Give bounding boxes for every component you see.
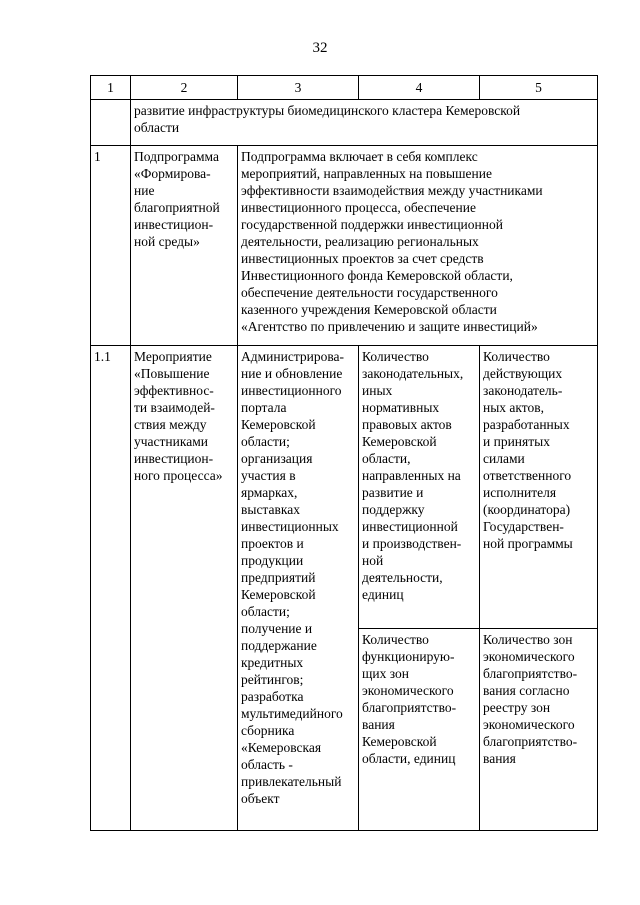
intro-text: развитие инфраструктуры биомедицинского кластера Кемеровской области [131, 100, 598, 146]
header-cell-5: 5 [480, 76, 598, 100]
program-table [90, 75, 598, 831]
method-legislative-acts: Количество действующих законодатель- ных актов, разработанных и принятых силами ответственного исполнителя (координатора) Государствен- ной программы [480, 346, 598, 629]
header-cell-1: 1 [91, 76, 131, 100]
indicator-economic-zones: Количество функционирую- щих зон экономического благоприятство- вания Кемеровской области, единиц [359, 629, 480, 831]
event-content: Администрирова- ние и обновление инвестиционного портала Кемеровской области; организация участия в ярмарках, выставках инвестиционных проектов и продукции предприятий Кемеровской области; получение и поддержание кредитных рейтингов; разработка мультимедийного сборника «Кемеровская область - привлекательный объект [238, 346, 359, 831]
table-row-event-1-1-a [91, 346, 598, 629]
indicator-legislative-acts: Количество законодательных, иных нормативных правовых актов Кемеровской области, направленных на развитие и поддержку инвестиционной и производствен- ной деятельности, единиц [359, 346, 480, 629]
method-economic-zones: Количество зон экономического благоприятство- вания согласно реестру зон экономического благоприятство- вания [480, 629, 598, 831]
header-cell-4: 4 [359, 76, 480, 100]
subprogram-number: 1 [91, 146, 131, 346]
table-row-intro [91, 100, 598, 146]
header-cell-3: 3 [238, 76, 359, 100]
header-cell-2: 2 [131, 76, 238, 100]
event-name: Мероприятие «Повышение эффективнос- ти взаимодей- ствия между участниками инвестицион- ного процесса» [131, 346, 238, 831]
intro-number-cell [91, 100, 131, 146]
table-header-row [91, 76, 598, 100]
table-row-subprogram-1 [91, 146, 598, 346]
subprogram-description: Подпрограмма включает в себя комплекс мероприятий, направленных на повышение эффективности взаимодействия между участниками инвестиционного процесса, обеспечение государственной поддержки инвестиционной деятельности, реализацию региональных инвестиционных проектов за счет средств Инвестиционного фонда Кемеровской области, обеспечение деятельности государственного казенного учреждения Кемеровской области «Агентство по привлечению и защите инвестиций» [238, 146, 598, 346]
subprogram-name: Подпрограмма «Формирова- ние благоприятной инвестицион- ной среды» [131, 146, 238, 346]
event-number: 1.1 [91, 346, 131, 831]
page-number: 32 [312, 40, 328, 56]
